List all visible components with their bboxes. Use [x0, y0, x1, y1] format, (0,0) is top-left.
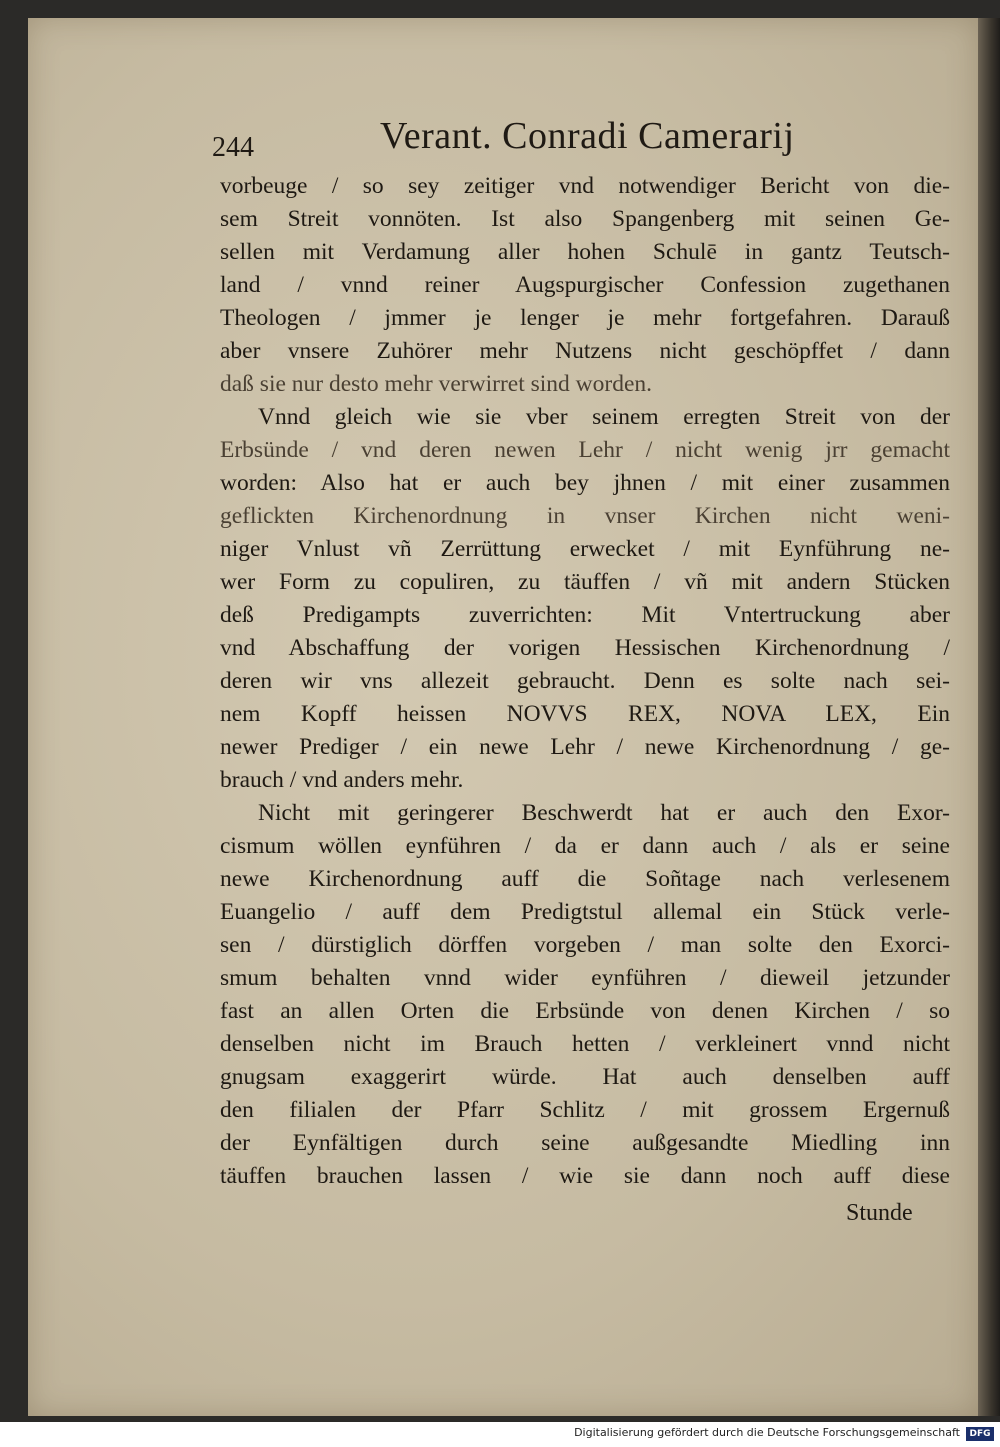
- text-line: deren wir vns allezeit gebraucht. Denn es solte nach sei-: [220, 668, 950, 694]
- text-line: sem Streit vonnöten. Ist also Spangenberg mit seinen Ge-: [220, 206, 950, 232]
- text-line: fast an allen Orten die Erbsünde von denen Kirchen / so: [220, 998, 950, 1024]
- page-number: 244: [212, 132, 254, 163]
- text-line: nem Kopff heissen NOVVS REX, NOVA LEX, Ein: [220, 701, 950, 727]
- text-line: cismum wöllen eynführen / da er dann auch / als er seine: [220, 833, 950, 859]
- text-line: der Eynfältigen durch seine außgesandte Miedling inn: [220, 1130, 950, 1156]
- text-line: aber vnsere Zuhörer mehr Nutzens nicht geschöpffet / dann: [220, 338, 950, 364]
- text-line: worden: Also hat er auch bey jhnen / mit einer zusammen: [220, 470, 950, 496]
- text-line: denselben nicht im Brauch hetten / verkleinert vnnd nicht: [220, 1031, 950, 1057]
- text-line: geflickten Kirchenordnung in vnser Kirchen nicht weni-: [220, 503, 950, 529]
- text-line: vnd Abschaffung der vorigen Hessischen Kirchenordnung /: [220, 635, 950, 661]
- text-line: niger Vnlust vñ Zerrüttung erwecket / mit Eynführung ne-: [220, 536, 950, 562]
- funding-notice: Digitalisierung gefördert durch die Deutsche Forschungsgemeinschaft: [574, 1426, 960, 1439]
- text-line: den filialen der Pfarr Schlitz / mit grossem Ergernuß: [220, 1097, 950, 1123]
- text-line: Theologen / jmmer je lenger je mehr fortgefahren. Darauß: [220, 305, 950, 331]
- page-edge-shadow: [978, 18, 1000, 1416]
- text-line: newer Prediger / ein newe Lehr / newe Kirchenordnung / ge-: [220, 734, 950, 760]
- text-line: daß sie nur desto mehr verwirret sind worden.: [220, 371, 653, 397]
- running-head: Verant. Conradi Camerarij: [380, 115, 795, 157]
- text-line: gnugsam exaggerirt würde. Hat auch denselben auff: [220, 1064, 950, 1090]
- text-line: sellen mit Verdamung aller hohen Schulē in gantz Teutsch-: [220, 239, 950, 265]
- text-line: Vnnd gleich wie sie vber seinem erregten Streit von der: [258, 404, 950, 430]
- text-line: deß Predigampts zuverrichten: Mit Vntertruckung aber: [220, 602, 950, 628]
- body-text: [220, 170, 950, 1193]
- text-line: vorbeuge / so sey zeitiger vnd notwendiger Bericht von die-: [220, 173, 950, 199]
- text-line: land / vnnd reiner Augspurgischer Confession zugethanen: [220, 272, 950, 298]
- dfg-logo: DFG: [966, 1427, 994, 1441]
- text-line: sen / dürstiglich dörffen vorgeben / man solte den Exorci-: [220, 932, 950, 958]
- text-line: Erbsünde / vnd deren newen Lehr / nicht wenig jrr gemacht: [220, 437, 950, 463]
- text-line: smum behalten vnnd wider eynführen / dieweil jetzunder: [220, 965, 950, 991]
- text-line: wer Form zu copuliren, zu täuffen / vñ mit andern Stücken: [220, 569, 950, 595]
- text-line: täuffen brauchen lassen / wie sie dann noch auff diese: [220, 1163, 950, 1189]
- text-line: newe Kirchenordnung auff die Soñtage nach verlesenem: [220, 866, 950, 892]
- text-line: brauch / vnd anders mehr.: [220, 767, 464, 793]
- footer-bar: [0, 1422, 1000, 1447]
- catchword: Stunde: [846, 1200, 913, 1226]
- page-header: [212, 110, 832, 163]
- text-line: Nicht mit geringerer Beschwerdt hat er auch den Exor-: [258, 800, 950, 826]
- text-line: Euangelio / auff dem Predigtstul allemal ein Stück verle-: [220, 899, 950, 925]
